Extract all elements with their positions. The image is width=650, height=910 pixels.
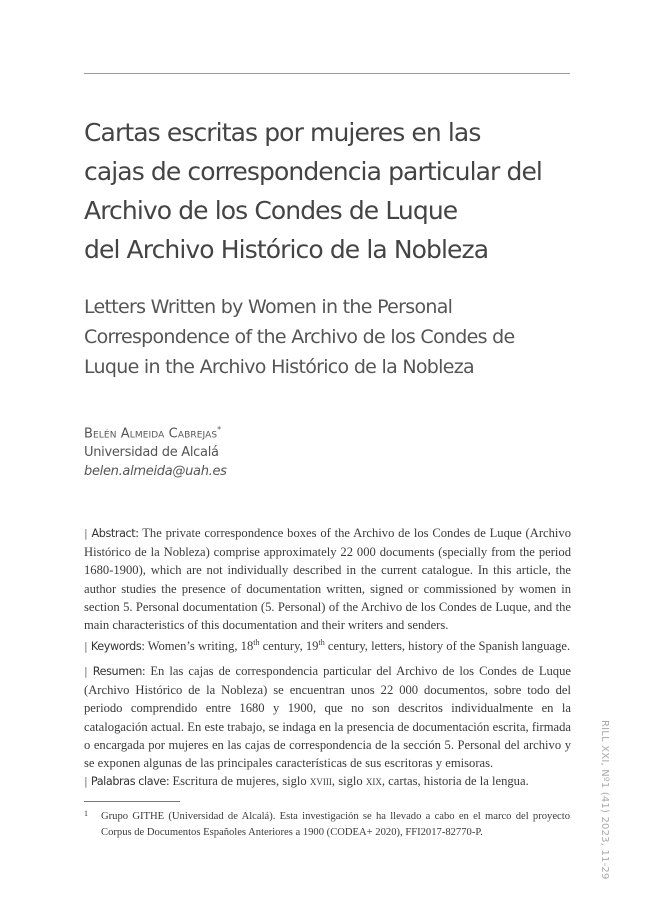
palabras-clave-text-2: , siglo: [331, 774, 366, 789]
abstract-bar: |: [84, 527, 88, 540]
abstract-section: [84, 524, 571, 657]
resumen-paragraph: [84, 662, 571, 772]
footnote: [84, 809, 570, 840]
resumen-text: En las cajas de correspondencia particular del Archivo de los Condes de Luque (Archivo Histórico de la Nobleza) se encuentran unos 22 000 documentos, sobre todo del periodo comprendido entre 1680 y 1900, que no son descritos individualmente en la catalogación actual. En este trabajo, se indaga en la presencia de documentación escrita, firmada o encargada por mujeres en las cajas de correspondencia de la sección 5. Personal del archivo y se exponen algunas de las principales características de sus escritoras y emisoras.: [84, 664, 571, 771]
abstract-paragraph: [84, 524, 571, 634]
keywords-text-2: century, 19: [259, 639, 319, 654]
title-en-line-1: Letters Written by Women in the Personal: [84, 296, 453, 318]
palabras-clave-paragraph: [84, 772, 571, 791]
keywords-bar: |: [84, 640, 88, 654]
palabras-clave-text-3: , cartas, historia de la lengua.: [381, 774, 529, 789]
top-rule: [84, 73, 570, 74]
footnote-rule: [84, 801, 180, 802]
keywords-sup-2: th: [318, 638, 325, 648]
author-footnote-mark: *: [217, 425, 221, 434]
author-affiliation: Universidad de Alcalá: [84, 445, 219, 461]
keywords-paragraph: [84, 634, 571, 656]
title-spanish: [84, 113, 574, 269]
palabras-clave-label: Palabras clave:: [90, 775, 170, 789]
footnote-mark: 1: [84, 809, 88, 818]
title-en-line-3: Luque in the Archivo Histórico de la Nobleza: [84, 356, 474, 378]
palabras-clave-century-1: xviii: [309, 774, 332, 789]
footnote-text: Grupo GITHE (Universidad de Alcalá). Esta investigación se ha llevado a cabo en el marco del proyecto Corpus de Documentos Españoles Anteriores a 1900 (CODEA+ 2020), FFI2017-82770-P.: [101, 811, 570, 838]
resumen-section: [84, 662, 571, 791]
title-es-line-4: del Archivo Histórico de la Nobleza: [84, 235, 489, 264]
resumen-label: Resumen:: [92, 665, 146, 678]
keywords-text-1: Women’s writing, 18: [147, 639, 254, 654]
title-es-line-1: Cartas escritas por mujeres en las: [84, 118, 481, 147]
abstract-text: The private correspondence boxes of the Archivo de los Condes de Luque (Archivo Histórico de la Nobleza) comprise approximately 22 000 documents (specially from the period 1680-1900), which are not individually described in the current catalogue. In this article, the author studies the presence of documentation written, signed or commissioned by women in section 5. Personal documentation (5. Personal) of the Archivo de los Condes de Luque, and the main characteristics of this documentation and their writers and senders.: [84, 526, 572, 633]
author-name: Belén Almeida Cabrejas*: [84, 425, 221, 442]
keywords-label: Keywords:: [90, 640, 145, 654]
abstract-label: Abstract:: [91, 527, 139, 540]
title-english: [84, 292, 574, 382]
journal-side-reference: RILL XXI, Nº1 (41) 2023, 11-29: [599, 720, 610, 880]
keywords-text-3: century, letters, history of the Spanish language.: [324, 639, 571, 654]
palabras-clave-century-2: xix: [365, 774, 382, 789]
title-es-line-3: Archivo de los Condes de Luque: [84, 196, 458, 225]
title-en-line-2: Correspondence of the Archivo de los Condes de: [84, 326, 515, 348]
title-es-line-2: cajas de correspondencia particular del: [84, 157, 542, 186]
palabras-clave-text-1: Escritura de mujeres, siglo: [172, 774, 310, 789]
author-block: [84, 420, 227, 481]
palabras-clave-bar: |: [84, 775, 88, 789]
keywords-sup-1: th: [253, 638, 260, 648]
author-email[interactable]: belen.almeida@uah.es: [84, 464, 227, 480]
resumen-bar: |: [84, 665, 88, 678]
